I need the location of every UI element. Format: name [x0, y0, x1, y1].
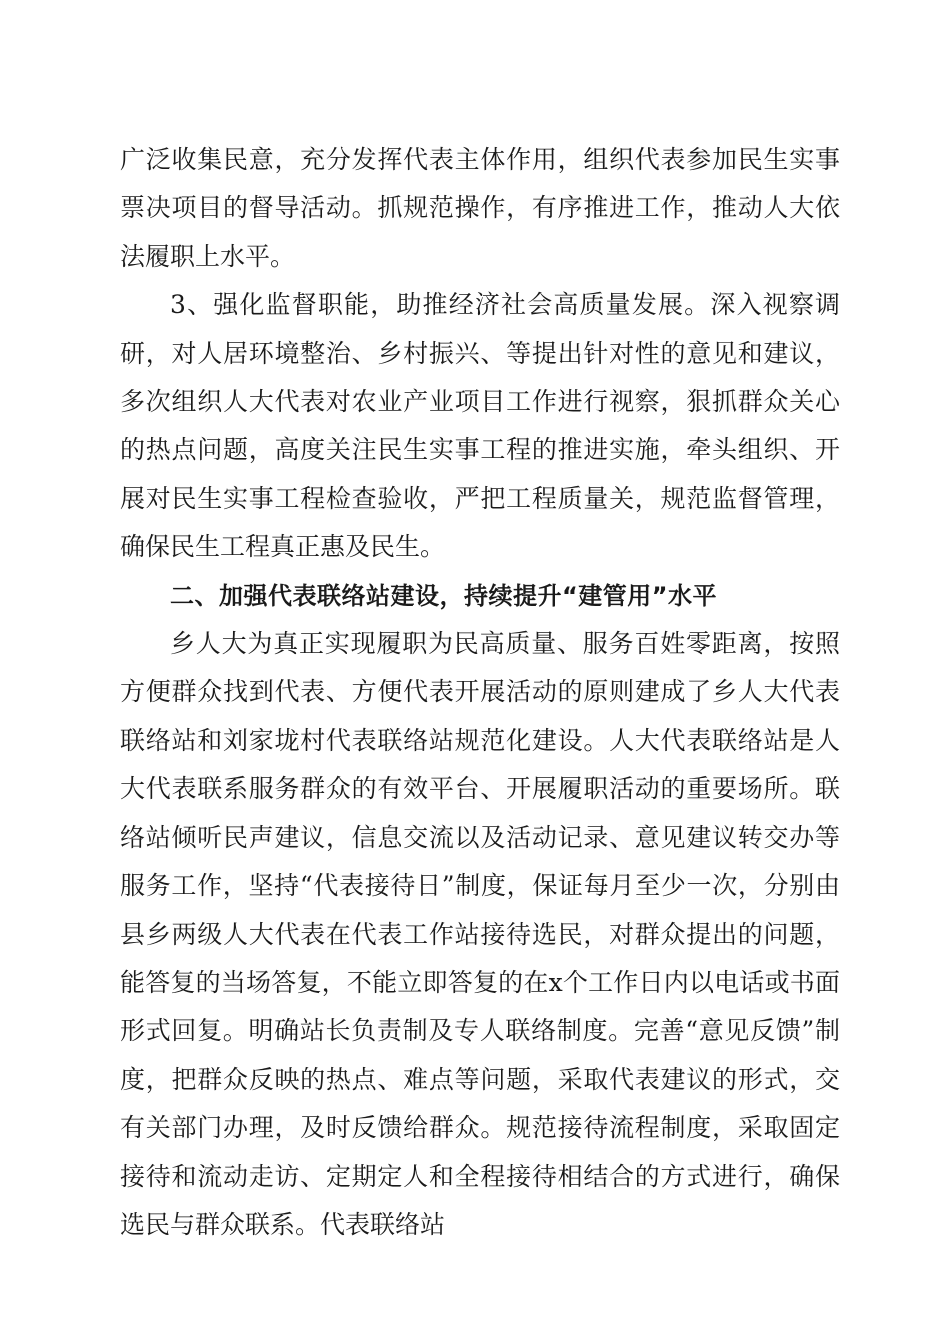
document-body: [120, 136, 840, 1249]
section-heading: 二、加强代表联络站建设，持续提升“建管用”水平: [170, 581, 718, 610]
paragraph-supervision: 3、强化监督职能，助推经济社会高质量发展。深入视察调研，对人居环境整治、乡村振兴、等提出针对性的意见和建议，多次组织人大代表对农业产业项目工作进行视察，狠抓群众关心的热点问题，高度关注民生实事工程的推进实施，牵头组织、开展对民生实事工程检查验收，严把工程质量关，规范监督管理，确保民生工程真正惠及民生。: [120, 290, 840, 562]
paragraph-liaison-station: 乡人大为真正实现履职为民高质量、服务百姓零距离，按照方便群众找到代表、方便代表开展活动的原则建成了乡人大代表联络站和刘家垅村代表联络站规范化建设。人大代表联络站是人大代表联系服务群众的有效平台、开展履职活动的重要场所。联络站倾听民声建议，信息交流以及活动记录、意见建议转交办等服务工作，坚持“代表接待日”制度，保证每月至少一次，分别由县乡两级人大代表在代表工作站接待选民，对群众提出的问题，能答复的当场答复，不能立即答复的在x个工作日内以电话或书面形式回复。明确站长负责制及专人联络制度。完善“意见反馈”制度，把群众反映的热点、难点等问题，采取代表建议的形式，交有关部门办理，及时反馈给群众。规范接待流程制度，采取固定接待和流动走访、定期定人和全程接待相结合的方式进行，确保选民与群众联系。代表联络站: [120, 629, 840, 1239]
paragraph-continuation: 广泛收集民意，充分发挥代表主体作用，组织代表参加民生实事票决项目的督导活动。抓规范操作，有序推进工作，推动人大依法履职上水平。: [120, 145, 840, 271]
